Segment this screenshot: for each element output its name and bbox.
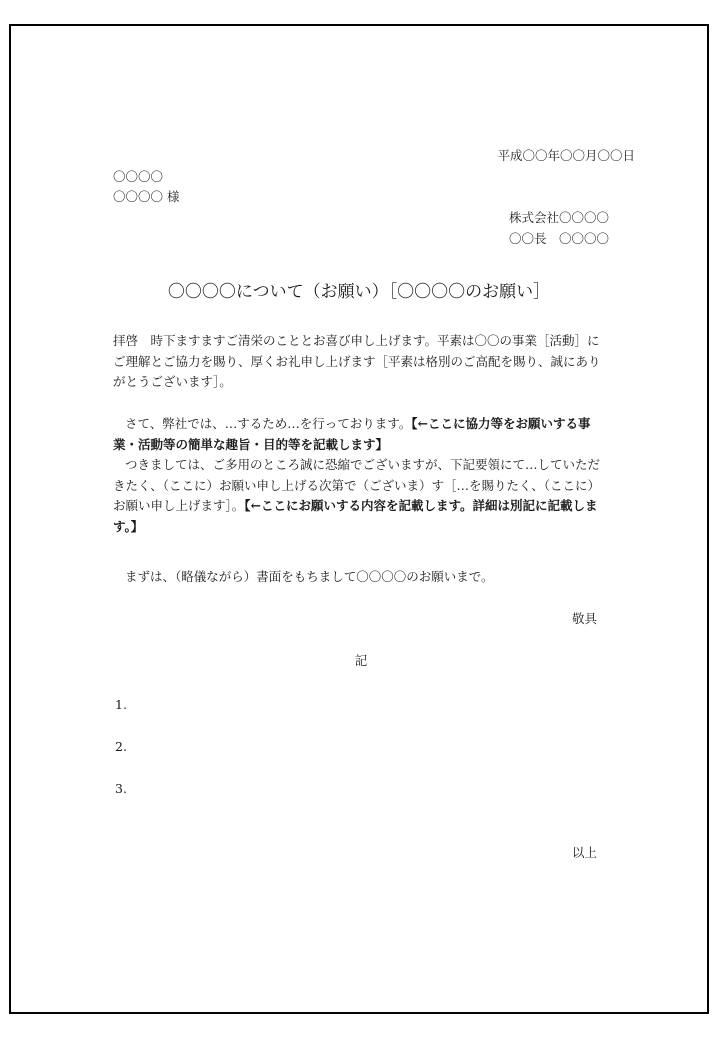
greeting-paragraph: 拝啓 時下ますますご清栄のこととお喜び申し上げます。平素は〇〇の事業［活動］にご理解とご協力を賜り、厚くお礼申し上げます［平素は格別のご高配を賜り、誠にありがとうございます］。: [113, 333, 601, 389]
body-paragraph-2: [113, 455, 605, 537]
keigu: 敬具: [571, 611, 597, 626]
closing-sentence: まずは、（略儀ながら）書面をもちまして〇〇〇〇のお願いまで。: [125, 569, 494, 584]
ki-heading: 記: [354, 653, 368, 668]
letter-page: [9, 24, 709, 1014]
body-2-note: 【←ここにお願いする内容を記載します。詳細は別記に記載します。】: [113, 498, 598, 534]
recipient-honorific: 〇〇〇〇 様: [113, 189, 180, 204]
letter-title: 〇〇〇〇について（お願い）［〇〇〇〇のお願い］: [167, 282, 551, 302]
list-item-2: 2.: [115, 739, 127, 754]
list-item-3: 3.: [115, 781, 127, 796]
recipient-name: 〇〇〇〇: [113, 169, 164, 184]
body-2-text: つきましては、ご多用のところ誠に恐縮でございますが、下記要領にて…していただきたく、（ここに）お願い申し上げる次第で（ございま）す［…を賜りたく、（ここに）お願い申し上げます］。: [113, 457, 601, 513]
ijou: 以上: [571, 845, 597, 860]
body-1-text: さて、弊社では、…するため…を行っております。: [125, 416, 412, 431]
list-item-1: 1.: [115, 697, 127, 712]
body-paragraph-1: [113, 414, 605, 455]
body-1-note: 【←ここに協力等をお願いする事業・活動等の簡単な趣旨・目的等を記載します】: [113, 416, 591, 452]
sender-company: 株式会社〇〇〇〇: [508, 210, 609, 225]
letter-date: 平成〇〇年〇〇月〇〇日: [497, 148, 635, 163]
sender-person: 〇〇長 〇〇〇〇: [508, 231, 609, 246]
